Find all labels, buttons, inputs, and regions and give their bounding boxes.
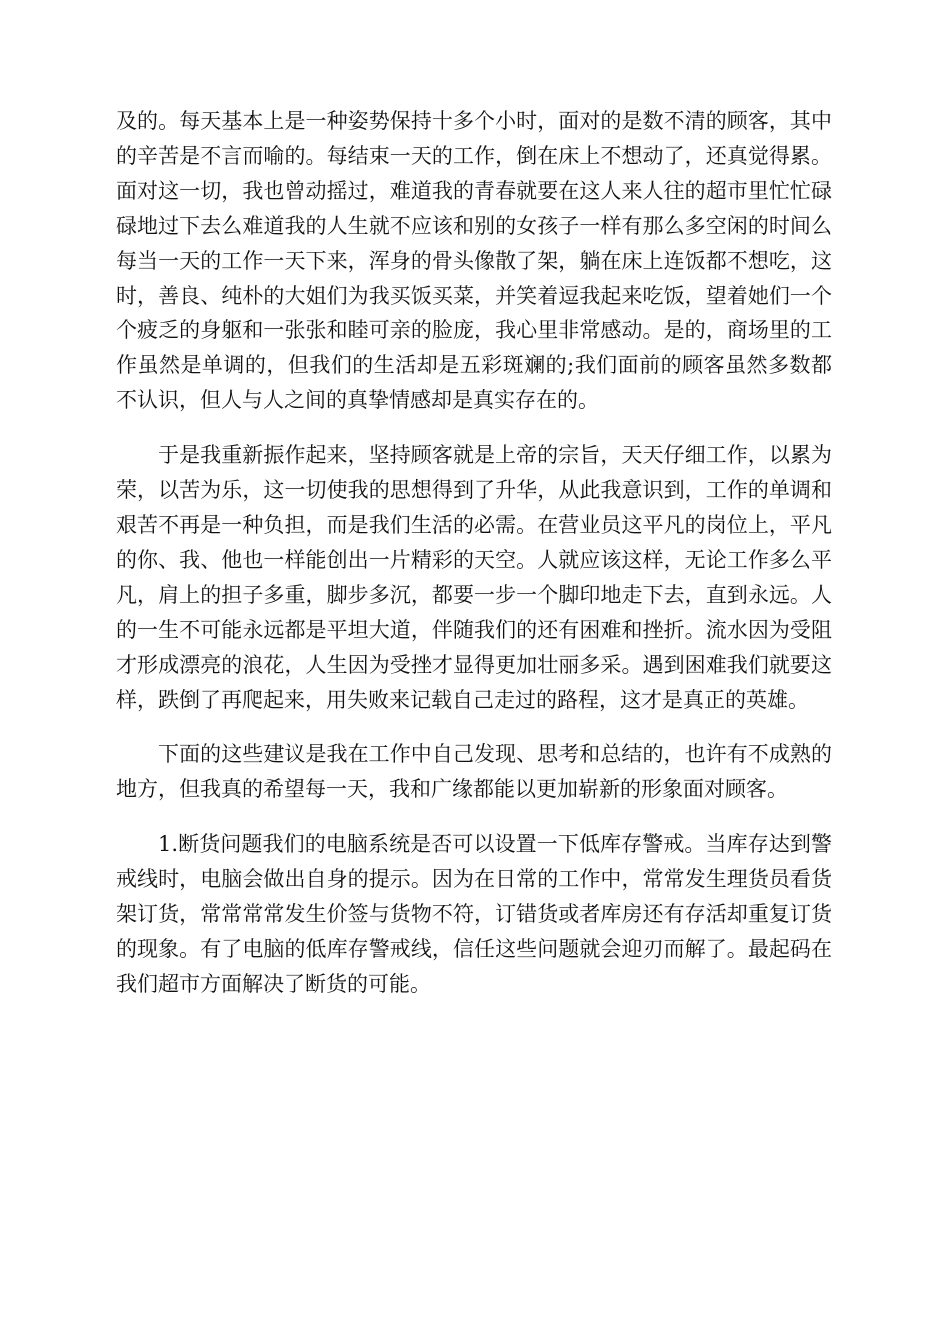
paragraph-gap [116,418,832,438]
document-body [116,104,832,1002]
paragraph-continuation: 及的。每天基本上是一种姿势保持十多个小时，面对的是数不清的顾客，其中的辛苦是不言而喻的。每结束一天的工作，倒在床上不想动了，还真觉得累。面对这一切，我也曾动摇过，难道我的青春就要在这人来人往的超市里忙忙碌碌地过下去么难道我的人生就不应该和别的女孩子一样有那么多空闲的时间么每当一天的工作一天下来，浑身的骨头像散了架，躺在床上连饭都不想吃，这时，善良、纯朴的大姐们为我买饭买菜，并笑着逗我起来吃饭，望着她们一个个疲乏的身躯和一张张和睦可亲的脸庞，我心里非常感动。是的，商场里的工作虽然是单调的，但我们的生活却是五彩斑斓的;我们面前的顾客虽然多数都不认识，但人与人之间的真挚情感却是真实存在的。 [116,109,832,413]
paragraph-gap [116,717,832,737]
paragraph-encouragement: 于是我重新振作起来，坚持顾客就是上帝的宗旨，天天仔细工作，以累为荣，以苦为乐，这一切使我的思想得到了升华，从此我意识到，工作的单调和艰苦不再是一种负担，而是我们生活的必需。在营业员这平凡的岗位上，平凡的你、我、他也一样能创出一片精彩的天空。人就应该这样，无论工作多么平凡，肩上的担子多重，脚步多沉，都要一步一个脚印地走下去，直到永远。人的一生不可能永远都是平坦大道，伴随我们的还有困难和挫折。流水因为受阻才形成漂亮的浪花，人生因为受挫才显得更加壮丽多采。遇到困难我们就要这样，跌倒了再爬起来，用失败来记载自己走过的路程，这才是真正的英雄。 [116,443,832,712]
paragraph-suggestion-1: 1.断货问题我们的电脑系统是否可以设置一下低库存警戒。当库存达到警戒线时，电脑会做出自身的提示。因为在日常的工作中，常常发生理货员看货架订货，常常常常发生价签与货物不符，订错货或者库房还有存活却重复订货的现象。有了电脑的低库存警戒线，信任这些问题就会迎刃而解了。最起码在我们超市方面解决了断货的可能。 [116,832,832,996]
paragraph-suggestions-intro: 下面的这些建议是我在工作中自己发现、思考和总结的，也许有不成熟的地方，但我真的希望每一天，我和广缘都能以更加崭新的形象面对顾客。 [116,742,832,802]
paragraph-gap [116,807,832,827]
